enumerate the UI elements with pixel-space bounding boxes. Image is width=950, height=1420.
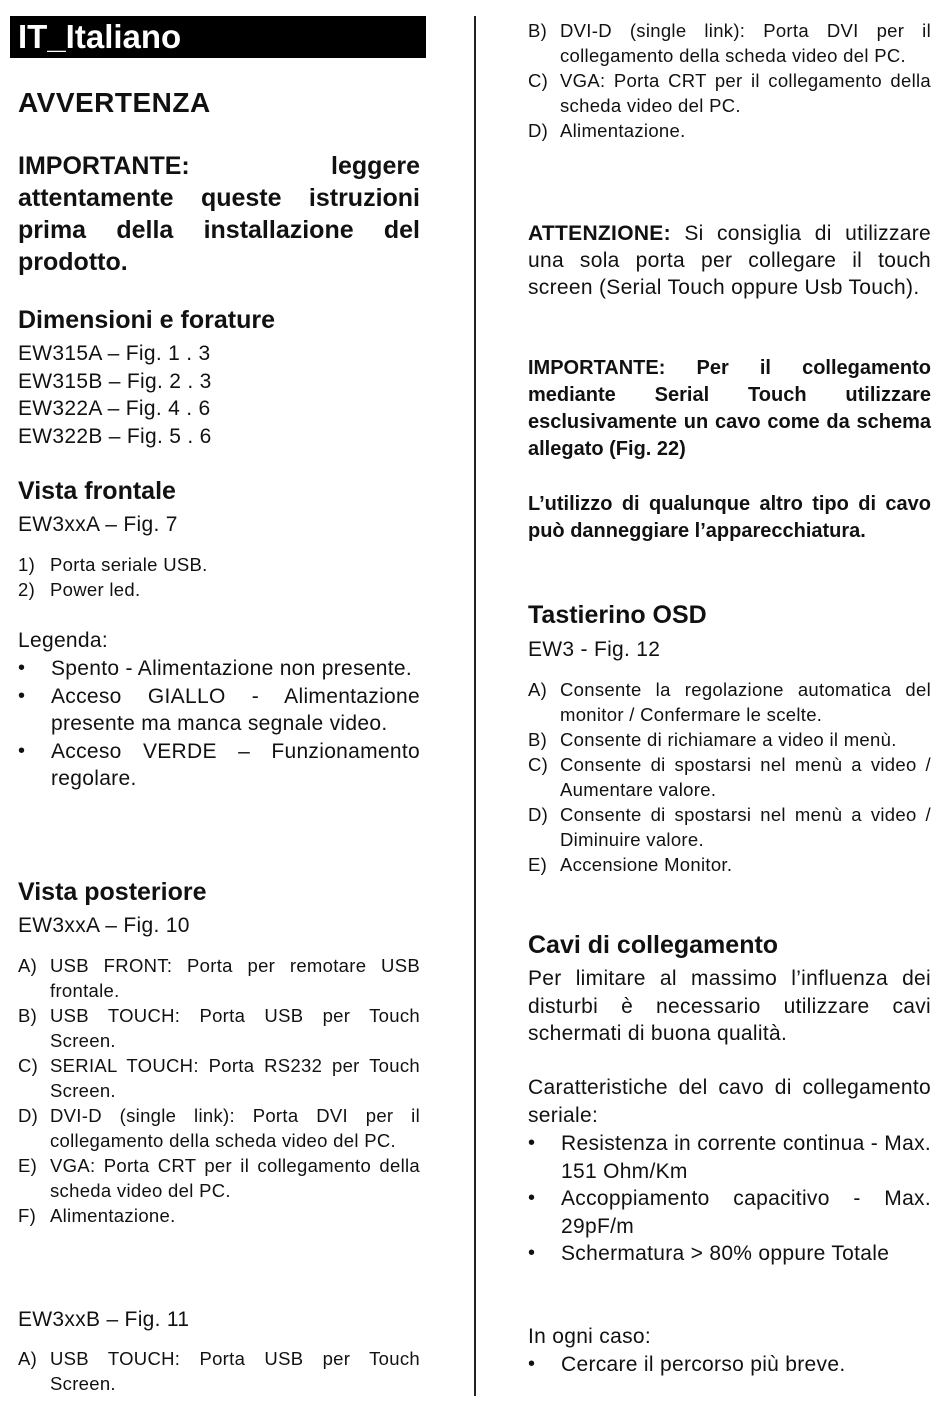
serial-cable-specs xyxy=(528,1130,931,1268)
dimensions-line: EW315B – Fig. 2 . 3 xyxy=(18,369,212,393)
list-item: E) Accensione Monitor. xyxy=(528,854,733,875)
dimensions-list xyxy=(18,340,420,450)
list-item: C) SERIAL TOUCH: Porta RS232 per Touch Screen. xyxy=(18,1055,420,1101)
spec-item: • Schermatura > 80% oppure Totale xyxy=(528,1242,890,1265)
any-case-label: In ogni caso: xyxy=(528,1325,651,1348)
language-header: IT_Italiano xyxy=(10,16,426,58)
damage-warning: L’utilizzo di qualunque altro tipo di cavo può danneggiare l’apparecchiatura. xyxy=(528,493,931,542)
list-item: F) Alimentazione. xyxy=(18,1205,176,1226)
front-view-title: Vista frontale xyxy=(18,477,176,505)
legend-item: • Spento - Alimentazione non presente. xyxy=(18,657,413,680)
osd-ref: EW3 - Fig. 12 xyxy=(528,638,661,661)
important-serial-note: IMPORTANTE: Per il collegamento mediante Serial Touch utilizzare esclusivamente un cavo come da schema allegato (Fig. 22) xyxy=(528,357,931,460)
list-item: C) Consente di spostarsi nel menù a video / Aumentare valore. xyxy=(528,754,931,800)
important-intro: IMPORTANTE: leggere attentamente queste istruzioni prima della installazione del prodotto. xyxy=(18,152,420,276)
legend-item: • Acceso VERDE – Funzionamento regolare. xyxy=(18,739,420,790)
list-item: B) USB TOUCH: Porta USB per Touch Screen. xyxy=(18,1005,420,1051)
front-view-ref: EW3xxA – Fig. 7 xyxy=(18,513,178,536)
list-item: A) Consente la regolazione automatica del monitor / Confermare le scelte. xyxy=(528,679,931,725)
list-item: C) VGA: Porta CRT per il collegamento della scheda video del PC. xyxy=(528,70,931,116)
legend-item: • Acceso GIALLO - Alimentazione presente ma manca segnale video. xyxy=(18,684,420,735)
legend-list xyxy=(18,655,420,793)
dimensions-line: EW322A – Fig. 4 . 6 xyxy=(18,397,211,420)
rear-view-list-b-continued xyxy=(528,18,931,143)
list-item: D) DVI-D (single link): Porta DVI per il collegamento della scheda video del PC. xyxy=(18,1105,420,1151)
list-item: B) DVI-D (single link): Porta DVI per il collegamento della scheda video del PC. xyxy=(528,20,931,66)
legend-label: Legenda: xyxy=(18,629,108,652)
rear-view-list-b xyxy=(18,1346,420,1396)
list-item: E) VGA: Porta CRT per il collegamento della scheda video del PC. xyxy=(18,1155,420,1201)
list-item: 2) Power led. xyxy=(18,579,141,600)
list-item: A) USB FRONT: Porta per remotare USB frontale. xyxy=(18,955,420,1001)
column-divider xyxy=(474,16,476,1396)
attention-text: Si consiglia di utilizzare una sola porta per collegare il touch screen (Serial Touch oppure Usb Touch). xyxy=(528,222,931,299)
serial-cable-label: Caratteristiche del cavo di collegamento seriale: xyxy=(528,1076,931,1127)
rear-view-ref-b: EW3xxB – Fig. 11 xyxy=(18,1308,190,1331)
osd-title: Tastierino OSD xyxy=(528,601,707,629)
attention-label: ATTENZIONE: xyxy=(528,222,671,245)
spec-item: • Accoppiamento capacitivo - Max. 29pF/m xyxy=(528,1187,931,1238)
list-item: D) Alimentazione. xyxy=(528,120,686,141)
front-view-list xyxy=(18,552,420,602)
rear-view-ref-a: EW3xxA – Fig. 10 xyxy=(18,914,190,937)
list-item: 1) Porta seriale USB. xyxy=(18,554,208,575)
cables-title: Cavi di collegamento xyxy=(528,931,779,959)
list-item: D) Consente di spostarsi nel menù a video / Diminuire valore. xyxy=(528,804,931,850)
warning-title: AVVERTENZA xyxy=(18,87,211,118)
spec-item: • Resistenza in corrente continua - Max. 151 Ohm/Km xyxy=(528,1132,931,1183)
list-item: B) Consente di richiamare a video il menù. xyxy=(528,729,897,750)
any-case-list xyxy=(528,1351,931,1379)
dimensions-line: EW315A – Fig. 1 . 3 xyxy=(18,342,211,365)
rear-view-list-a xyxy=(18,953,420,1228)
list-item: • Cercare il percorso più breve. xyxy=(528,1353,846,1376)
cables-intro: Per limitare al massimo l’influenza dei disturbi è necessario utilizzare cavi schermati di buona qualità. xyxy=(528,967,931,1045)
attention-note xyxy=(528,220,931,301)
dimensions-title: Dimensioni e forature xyxy=(18,306,275,334)
list-item: A) USB TOUCH: Porta USB per Touch Screen. xyxy=(18,1348,420,1394)
rear-view-title: Vista posteriore xyxy=(18,878,207,906)
dimensions-line: EW322B – Fig. 5 . 6 xyxy=(18,424,212,448)
osd-list xyxy=(528,677,931,877)
